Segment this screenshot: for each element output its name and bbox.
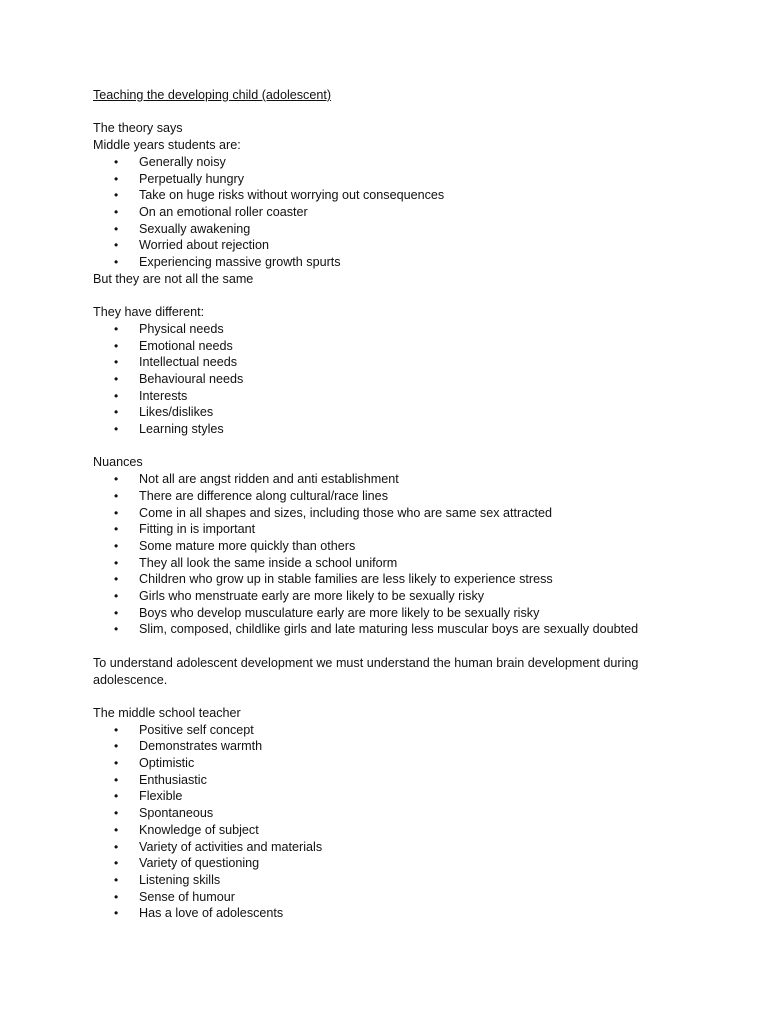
list-item [93,872,703,889]
bullet-icon: • [114,371,119,386]
list-item-text: Likes/dislikes [139,405,214,420]
list-item-text: Generally noisy [139,154,226,169]
bullet-icon: • [114,188,119,203]
list-item-text: Perpetually hungry [139,171,245,186]
list-item [93,889,703,906]
list-item [93,171,703,188]
list-item-text: Not all are angst ridden and anti establishment [139,472,399,487]
bullet-icon: • [114,405,119,420]
bullet-icon: • [114,221,119,236]
bullet-icon: • [114,238,119,253]
section-heading-nuances: Nuances [93,455,143,470]
list-item-text: Intellectual needs [139,355,238,370]
list-item [93,505,703,522]
list-item-text: Experiencing massive growth spurts [139,255,341,270]
list-item-text: Spontaneous [139,806,214,821]
bullet-list-theory [93,154,703,271]
list-item [93,855,703,872]
list-item [93,388,703,405]
list-item-text: Worried about rejection [139,238,269,253]
list-item [93,588,703,605]
list-item-text: Has a love of adolescents [139,906,284,921]
bullet-icon: • [114,538,119,553]
section-heading-theory: The theory says [93,121,183,136]
section-closing-not-same: But they are not all the same [93,271,254,286]
list-item-text: There are difference along cultural/race lines [139,488,388,503]
bullet-icon: • [114,739,119,754]
list-item [93,338,703,355]
bullet-icon: • [114,472,119,487]
list-item [93,204,703,221]
list-item-text: Flexible [139,789,183,804]
list-item [93,471,703,488]
list-item-text: Behavioural needs [139,371,244,386]
list-item-text: Listening skills [139,872,221,887]
list-item [93,321,703,338]
list-item [93,571,703,588]
bullet-icon: • [114,856,119,871]
list-item-text: Fitting in is important [139,522,256,537]
list-item [93,555,703,572]
bullet-list-different [93,321,703,438]
document-page [93,87,703,922]
bullet-icon: • [114,338,119,353]
bullet-icon: • [114,906,119,921]
bullet-icon: • [114,789,119,804]
bullet-icon: • [114,572,119,587]
list-item-text: Sexually awakening [139,221,251,236]
bullet-icon: • [114,255,119,270]
list-item [93,221,703,238]
list-item [93,538,703,555]
list-item [93,822,703,839]
list-item [93,772,703,789]
bullet-icon: • [114,872,119,887]
list-item-text: Physical needs [139,321,224,336]
bullet-list-teacher [93,722,703,922]
list-item [93,237,703,254]
section-intro-middle-years: Middle years students are: [93,138,241,153]
bullet-icon: • [114,622,119,637]
list-item [93,788,703,805]
list-item-text: Demonstrates warmth [139,739,263,754]
bullet-icon: • [114,555,119,570]
list-item-text: Come in all shapes and sizes, including those who are same sex attracted [139,505,553,520]
list-item-text: Enthusiastic [139,772,207,787]
list-item [93,254,703,271]
bullet-icon: • [114,321,119,336]
list-item-text: Learning styles [139,422,224,437]
bullet-icon: • [114,488,119,503]
section-heading-teacher: The middle school teacher [93,705,241,720]
list-item-text: Knowledge of subject [139,822,259,837]
bullet-icon: • [114,589,119,604]
list-item [93,738,703,755]
list-item-text: Children who grow up in stable families are less likely to experience stress [139,572,553,587]
list-item [93,839,703,856]
list-item-text: Take on huge risks without worrying out consequences [139,188,445,203]
list-item [93,371,703,388]
bullet-icon: • [114,204,119,219]
list-item [93,488,703,505]
bullet-icon: • [114,889,119,904]
list-item-text: Slim, composed, childlike girls and late maturing less muscular boys are sexually doubted [139,622,639,637]
list-item [93,805,703,822]
bullet-icon: • [114,605,119,620]
list-item [93,905,703,922]
bullet-icon: • [114,772,119,787]
list-item [93,154,703,171]
section-heading-different: They have different: [93,305,205,320]
list-item [93,187,703,204]
bullet-icon: • [114,839,119,854]
list-item-text: Optimistic [139,756,195,771]
bullet-icon: • [114,522,119,537]
bullet-icon: • [114,505,119,520]
paragraph-brain-development: To understand adolescent development we must understand the human brain development during adolescence. [93,655,639,687]
list-item-text: On an emotional roller coaster [139,204,308,219]
list-item-text: Interests [139,388,188,403]
list-item-text: Positive self concept [139,722,254,737]
bullet-icon: • [114,388,119,403]
bullet-icon: • [114,806,119,821]
bullet-icon: • [114,171,119,186]
bullet-icon: • [114,154,119,169]
list-item [93,354,703,371]
list-item [93,722,703,739]
list-item [93,755,703,772]
bullet-icon: • [114,822,119,837]
list-item-text: Boys who develop musculature early are more likely to be sexually risky [139,605,540,620]
list-item [93,421,703,438]
document-title: Teaching the developing child (adolescent) [93,88,332,102]
bullet-icon: • [114,422,119,437]
list-item-text: They all look the same inside a school uniform [139,555,398,570]
list-item-text: Variety of activities and materials [139,839,323,854]
list-item [93,605,703,622]
list-item [93,621,703,638]
list-item [93,404,703,421]
list-item-text: Variety of questioning [139,856,260,871]
list-item-text: Sense of humour [139,889,235,904]
bullet-icon: • [114,756,119,771]
list-item-text: Girls who menstruate early are more likely to be sexually risky [139,589,485,604]
list-item [93,521,703,538]
bullet-icon: • [114,355,119,370]
bullet-list-nuances [93,471,703,638]
list-item-text: Some mature more quickly than others [139,538,356,553]
list-item-text: Emotional needs [139,338,233,353]
bullet-icon: • [114,722,119,737]
